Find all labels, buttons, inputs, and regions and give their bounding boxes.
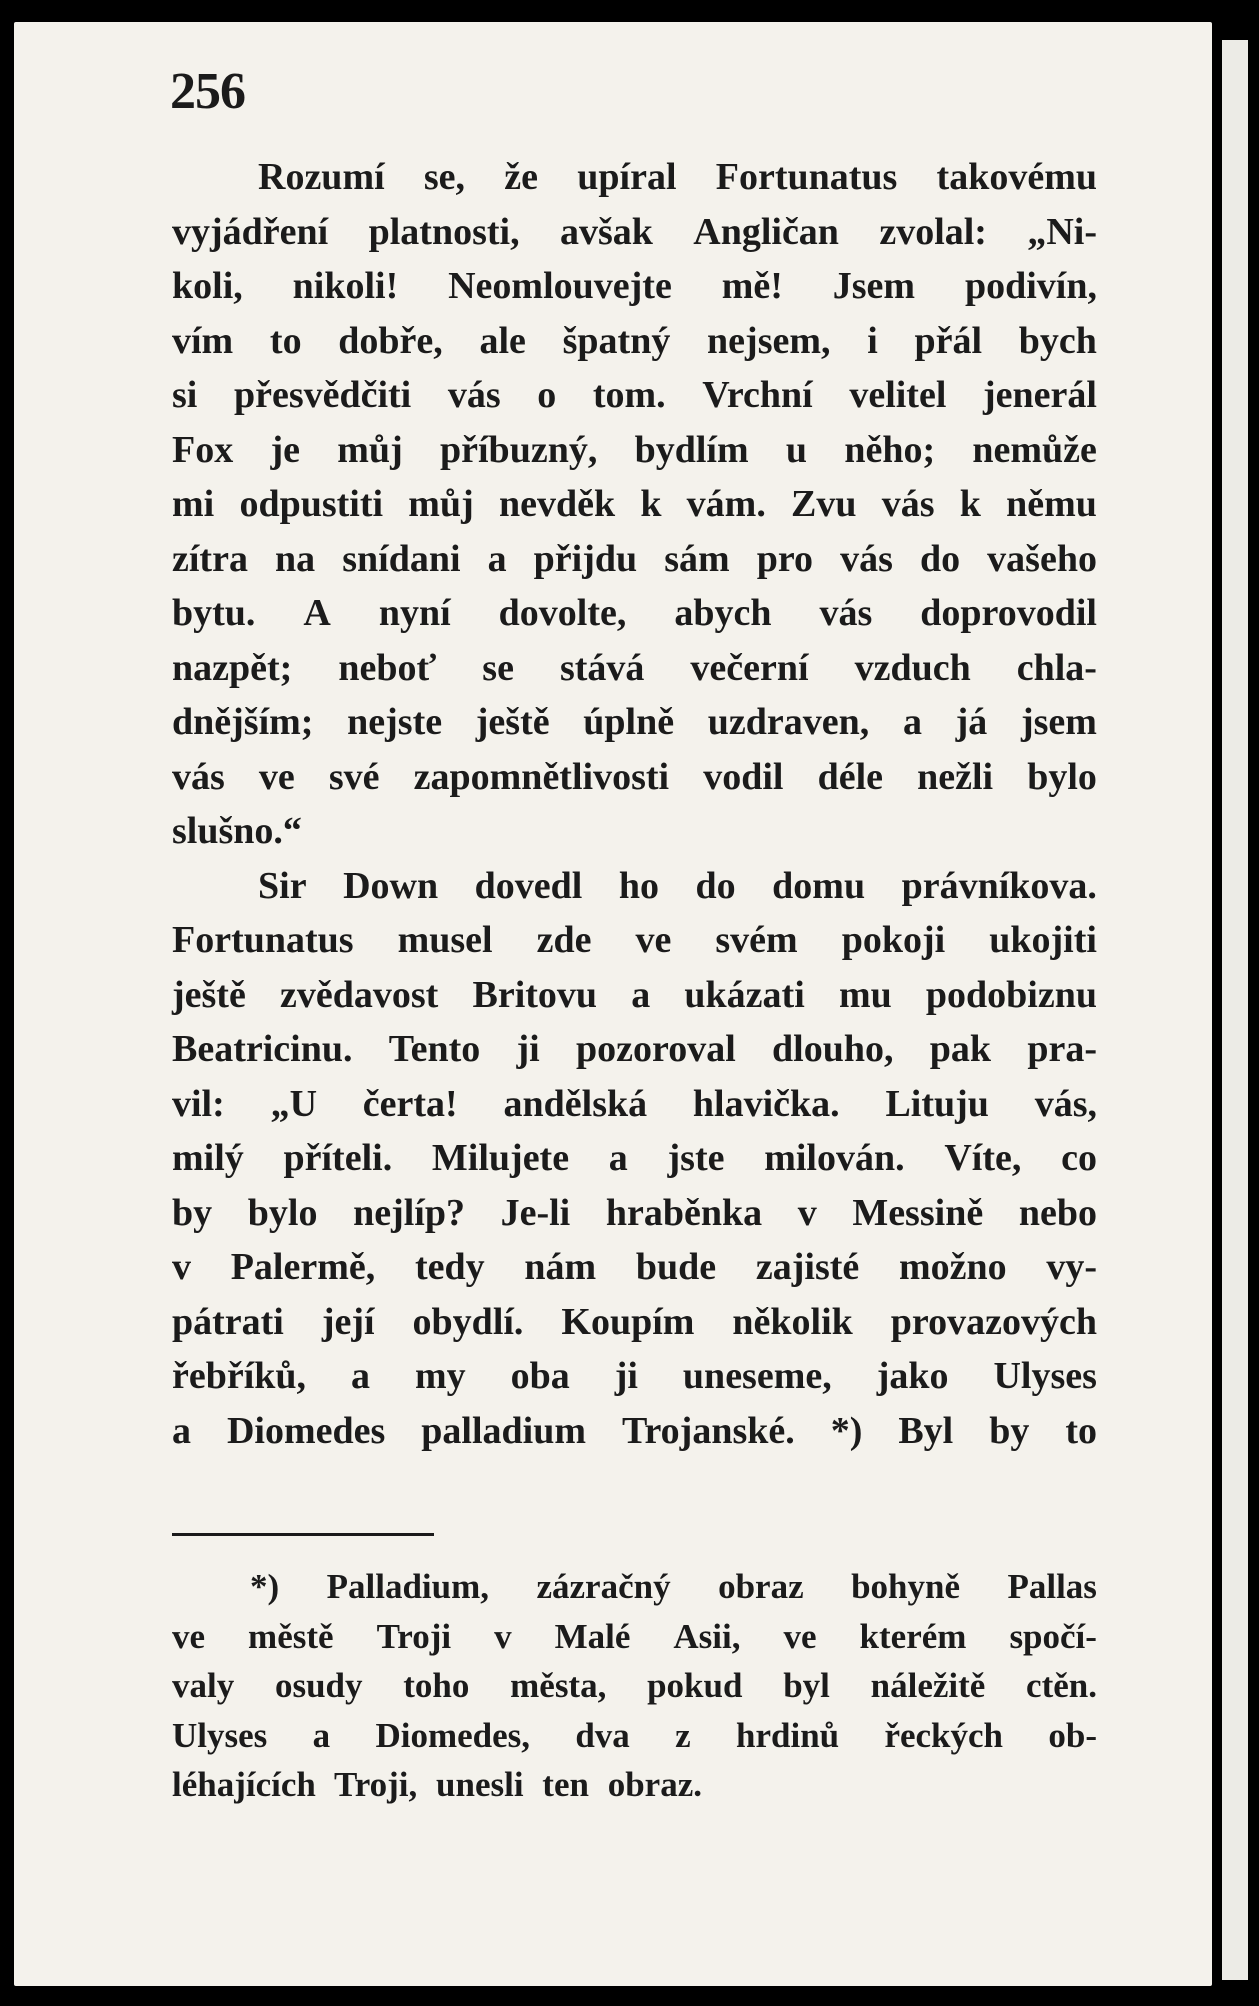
text-line: vás ve své zapomnětlivosti vodil déle nežli bylo	[172, 755, 1097, 798]
text-line: a Diomedes palladium Trojanské. *) Byl by to	[172, 1409, 1097, 1452]
text-line: Fortunatus musel zde ve svém pokoji ukojiti	[172, 919, 1097, 961]
footnote-line: *) Palladium, zázračný obraz bohyně Pallas	[250, 1567, 1097, 1606]
text-line	[172, 804, 1097, 859]
text-line: vím to dobře, ale špatný nejsem, i přál bych	[172, 319, 1097, 362]
text-line: Beatricinu. Tento ji pozoroval dlouho, pak pra-	[172, 1028, 1097, 1070]
text-line: Rozumí se, že upíral Fortunatus takovému	[258, 156, 1097, 198]
footnote-line	[172, 1760, 1097, 1810]
footnote-text	[172, 1562, 1097, 1810]
text-line: pátrati její obydlí. Koupím několik provazových	[172, 1300, 1097, 1343]
text-line: nazpět; neboť se stává večerní vzduch chla-	[172, 646, 1097, 689]
text-line: zítra na snídani a přijdu sám pro vás do vašeho	[172, 537, 1097, 580]
body-text	[172, 150, 1097, 1458]
footnote-line: Ulyses a Diomedes, dva z hrdinů řeckých ob-	[172, 1715, 1097, 1755]
text-line: koli, nikoli! Neomlouvejte mě! Jsem podivín,	[172, 265, 1097, 307]
text-line-text: slušno.“	[172, 810, 302, 852]
text-line: si přesvědčiti vás o tom. Vrchní velitel jenerál	[172, 374, 1097, 416]
text-line: řebříků, a my oba ji uneseme, jako Ulyses	[172, 1355, 1097, 1397]
footnote-line-text: léhajících Troji, unesli ten obraz.	[172, 1765, 702, 1804]
footnote-line: ve městě Troji v Malé Asii, ve kterém spočí-	[172, 1616, 1097, 1656]
text-line: v Palermě, tedy nám bude zajisté možno vy-	[172, 1246, 1097, 1288]
text-line: Sir Down dovedl ho do domu právníkova.	[258, 864, 1097, 907]
footnote-rule	[172, 1533, 434, 1536]
footnote-line: valy osudy toho města, pokud byl náležitě ctěn.	[172, 1666, 1097, 1705]
text-line: bytu. A nyní dovolte, abych vás doprovodil	[172, 592, 1097, 634]
text-line: vyjádření platnosti, avšak Angličan zvolal: „Ni-	[172, 210, 1097, 253]
text-line: by bylo nejlíp? Je-li hraběnka v Messině nebo	[172, 1191, 1097, 1234]
text-line: Fox je můj příbuzný, bydlím u něho; nemůže	[172, 428, 1097, 471]
next-page-edge	[1222, 40, 1248, 1980]
text-line: milý příteli. Milujete a jste milován. Víte, co	[172, 1137, 1097, 1179]
text-line: mi odpustiti můj nevděk k vám. Zvu vás k němu	[172, 483, 1097, 525]
text-line: vil: „U čerta! andělská hlavička. Lituju vás,	[172, 1082, 1097, 1125]
page-number: 256	[170, 63, 245, 120]
text-line: dnějším; nejste ještě úplně uzdraven, a já jsem	[172, 701, 1097, 743]
text-line: ještě zvědavost Britovu a ukázati mu podobiznu	[172, 973, 1097, 1016]
